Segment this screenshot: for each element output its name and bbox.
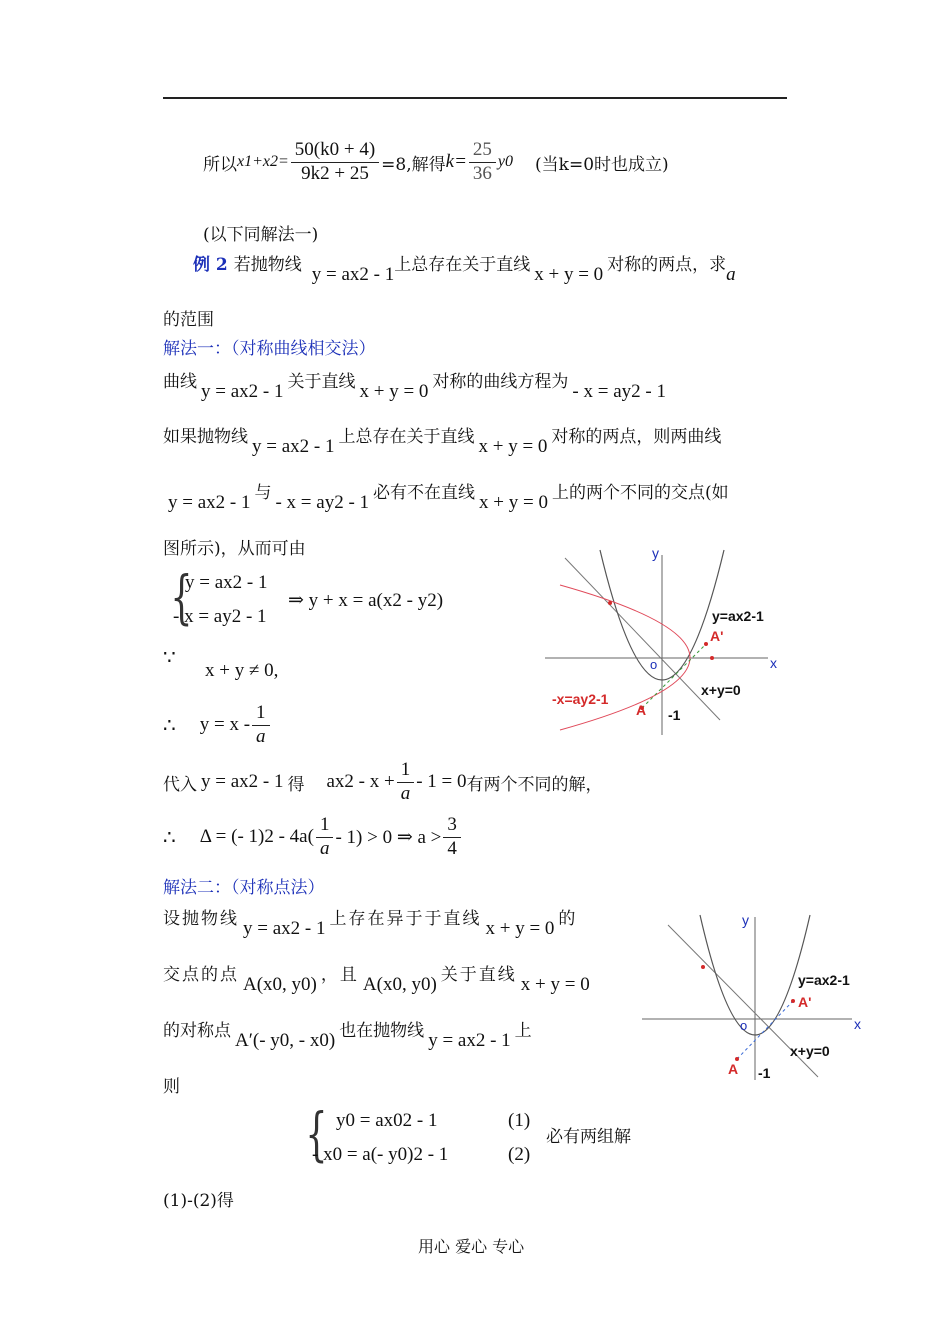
m2-system-eq2-num: (2) bbox=[508, 1144, 531, 1165]
line1-frac2-num: 25 bbox=[469, 140, 496, 163]
m1-p3-t2: 必有不在直线 bbox=[373, 483, 476, 503]
example-eq-line: x + y = 0 bbox=[534, 263, 604, 285]
m1-because: ∵ bbox=[163, 645, 176, 669]
line-1 bbox=[203, 140, 669, 185]
m2-system-eq1: y0 = ax02 - 1 bbox=[336, 1110, 438, 1131]
m2-p2-t1: 交点的点 bbox=[163, 965, 239, 985]
line1-frac2-den: 36 bbox=[472, 162, 492, 184]
g1-a-prime-label: A' bbox=[710, 628, 724, 644]
g1-a-label: A bbox=[636, 702, 647, 718]
g2-line-label: x+y=0 bbox=[790, 1043, 830, 1059]
example-label: 例 2 bbox=[193, 255, 228, 275]
m1-system-eq1: y = ax2 - 1 bbox=[185, 572, 268, 593]
m1-p2-t3: 对称的两点，则两曲线 bbox=[551, 427, 722, 447]
g2-parabola-label: y=ax2-1 bbox=[798, 972, 850, 988]
m1-delta-therefore: ∴ bbox=[163, 825, 176, 850]
method1-para-4: 图所示)，从而可由 bbox=[163, 539, 306, 559]
example-text-1: 若抛物线 bbox=[233, 255, 302, 275]
m1-delta-frac-num: 1 bbox=[316, 815, 334, 838]
m1-sub-frac-num: 1 bbox=[397, 760, 415, 783]
g1-x-label: x bbox=[770, 655, 777, 671]
g2-y-label: y bbox=[742, 912, 749, 928]
m1-delta-row bbox=[163, 815, 463, 860]
m1-delta-frac-den: a bbox=[319, 837, 330, 859]
m2-p3-t3: 上 bbox=[514, 1021, 532, 1041]
method2-last: (1)-(2)得 bbox=[163, 1191, 234, 1211]
example-a: a bbox=[726, 263, 736, 285]
m1-system-result: ⇒ y + x = a(x2 - y2) bbox=[288, 590, 444, 611]
m1-p2-t2: 上总存在关于直线 bbox=[338, 427, 475, 447]
method2-para-3 bbox=[163, 1016, 532, 1051]
method1-title: 解法一：（对称曲线相交法） bbox=[163, 339, 376, 359]
g2-point-a-prime bbox=[791, 999, 795, 1003]
line1-k: k= bbox=[445, 151, 467, 173]
m1-p2-eq2: x + y = 0 bbox=[478, 435, 548, 457]
m1-frac-den: a bbox=[256, 725, 266, 747]
line1-mid: =8,解得 bbox=[381, 154, 446, 175]
m2-p2-eq1: A(x0, y0) bbox=[243, 973, 317, 995]
line1-fraction2 bbox=[469, 140, 496, 185]
m1-delta-frac2-den: 4 bbox=[447, 837, 457, 859]
line1-fraction bbox=[291, 140, 379, 185]
m2-p1-t1: 设抛物线 bbox=[163, 909, 239, 929]
m1-p1-t3: 对称的曲线方程为 bbox=[432, 372, 569, 392]
method2-title: 解法二：（对称点法） bbox=[163, 878, 325, 898]
m2-p2-eq2: A(x0, y0) bbox=[362, 973, 437, 995]
header-rule bbox=[163, 97, 787, 99]
m1-p1-t1: 曲线 bbox=[163, 372, 197, 392]
page-footer: 用心 爱心 专心 bbox=[418, 1237, 525, 1256]
graph-2 bbox=[640, 905, 870, 1085]
m1-p1-eq1: y = ax2 - 1 bbox=[201, 380, 284, 402]
m1-p3-eq2: - x = ay2 - 1 bbox=[275, 491, 370, 513]
m1-p1-eq3: - x = ay2 - 1 bbox=[572, 380, 666, 402]
m1-sub-t2: 得 bbox=[287, 774, 305, 795]
g1-reflected-label: -x=ay2-1 bbox=[552, 691, 609, 707]
g2-a-label: A bbox=[728, 1061, 739, 1077]
m1-sub-t3: 有两个不同的解， bbox=[466, 774, 603, 795]
m1-sub-eq: y = ax2 - 1 bbox=[201, 771, 284, 793]
g1-line-label: x+y=0 bbox=[701, 682, 741, 698]
m1-p2-t1: 如果抛物线 bbox=[163, 427, 248, 447]
m1-sub-t1: 代入 bbox=[163, 774, 197, 795]
m1-frac-num: 1 bbox=[252, 703, 270, 726]
m1-delta-b: - 1) > 0 ⇒ a > bbox=[335, 826, 442, 848]
m1-delta-frac2 bbox=[443, 815, 461, 860]
g1-y-label: y bbox=[652, 545, 659, 561]
m2-p1-eq1: y = ax2 - 1 bbox=[243, 917, 326, 939]
m1-p3-t3: 上的两个不同的交点(如 bbox=[551, 483, 729, 503]
g2-minus-one-label: -1 bbox=[758, 1065, 771, 1081]
g2-origin-label: o bbox=[740, 1018, 748, 1033]
m1-therefore-eq: y = x - bbox=[199, 714, 251, 736]
m2-system-brace: { bbox=[305, 1100, 328, 1168]
line1-prefix: 所以 bbox=[203, 154, 237, 175]
m2-p3-eq1: A′(- y0, - x0) bbox=[235, 1029, 336, 1051]
m2-system-text: 必有两组解 bbox=[546, 1127, 631, 1147]
graph-1 bbox=[540, 540, 790, 740]
method2-para-2 bbox=[163, 960, 590, 995]
m2-p1-t2: 上存在异于于直线 bbox=[329, 909, 482, 929]
method2-ze: 则 bbox=[163, 1077, 180, 1097]
line1-frac-num: 50(k0 + 4) bbox=[291, 140, 379, 163]
m2-p2-t2: ，且 bbox=[320, 965, 359, 985]
m1-delta-frac bbox=[316, 815, 334, 860]
m1-delta-frac2-num: 3 bbox=[443, 815, 461, 838]
line1-y0: y0 bbox=[497, 153, 514, 171]
m1-p1-eq2: x + y = 0 bbox=[359, 380, 429, 402]
m1-because-eq: x + y ≠ 0, bbox=[205, 660, 279, 681]
m1-therefore-row bbox=[163, 703, 272, 748]
m2-p3-t1: 的对称点 bbox=[163, 1021, 231, 1041]
g1-parabola-label: y=ax2-1 bbox=[712, 608, 764, 624]
m1-p3-eq3: x + y = 0 bbox=[479, 491, 548, 513]
m1-sub-frac-den: a bbox=[400, 782, 411, 804]
g1-point-a-prime bbox=[704, 642, 708, 646]
m2-p3-eq2: y = ax2 - 1 bbox=[428, 1029, 511, 1051]
m1-therefore-frac bbox=[252, 703, 270, 748]
method1-para-3 bbox=[168, 478, 729, 513]
m2-p1-t3: 的 bbox=[558, 909, 578, 929]
m1-therefore: ∴ bbox=[163, 713, 176, 738]
method1-para-2 bbox=[163, 422, 722, 457]
m2-p2-t3: 关于直线 bbox=[440, 965, 517, 985]
example-text-3: 对称的两点，求 bbox=[607, 255, 727, 275]
m1-sub-frac bbox=[397, 760, 415, 805]
g1-origin-label: o bbox=[650, 657, 658, 672]
m1-system-eq2: - x = ay2 - 1 bbox=[173, 606, 267, 627]
m1-substitute-row bbox=[163, 760, 603, 805]
example-eq-parabola: y = ax2 - 1 bbox=[311, 263, 395, 285]
m1-p3-t1: 与 bbox=[254, 483, 272, 503]
g2-point-upper bbox=[701, 965, 705, 969]
line1-frac-den: 9k2 + 25 bbox=[301, 162, 369, 184]
m1-sub-eq2b: - 1 = 0 bbox=[416, 771, 467, 793]
method1-para-1 bbox=[163, 367, 666, 402]
m2-p1-eq2: x + y = 0 bbox=[485, 917, 555, 939]
m2-p2-eq3: x + y = 0 bbox=[520, 973, 590, 995]
g1-point-upper bbox=[608, 601, 612, 605]
m1-delta-a: Δ = (- 1)2 - 4a( bbox=[199, 826, 314, 848]
m2-system-eq1-num: (1) bbox=[508, 1110, 531, 1131]
g2-a-prime-label: A' bbox=[798, 994, 812, 1010]
m2-p3-t2: 也在抛物线 bbox=[339, 1021, 425, 1041]
g1-point-lower bbox=[710, 656, 714, 660]
line1-note: (当k=0时也成立) bbox=[535, 154, 669, 175]
m1-sub-eq2a: ax2 - x + bbox=[326, 771, 395, 793]
m1-p3-eq1: y = ax2 - 1 bbox=[168, 491, 251, 513]
m1-system-brace: { bbox=[170, 563, 193, 631]
m1-p2-eq1: y = ax2 - 1 bbox=[252, 435, 335, 457]
g1-minus-one-label: -1 bbox=[668, 707, 681, 723]
m1-p1-t2: 关于直线 bbox=[287, 372, 356, 392]
example-text-4: 的范围 bbox=[163, 310, 214, 330]
m2-system-eq2: - x0 = a(- y0)2 - 1 bbox=[312, 1144, 449, 1165]
example-2 bbox=[193, 250, 736, 285]
example-text-2: 上总存在关于直线 bbox=[394, 255, 531, 275]
line1-x1x2: x1+x2= bbox=[237, 153, 289, 171]
line-2: (以下同解法一) bbox=[203, 225, 319, 245]
g2-x-label: x bbox=[854, 1016, 861, 1032]
method2-para-1 bbox=[163, 904, 578, 939]
